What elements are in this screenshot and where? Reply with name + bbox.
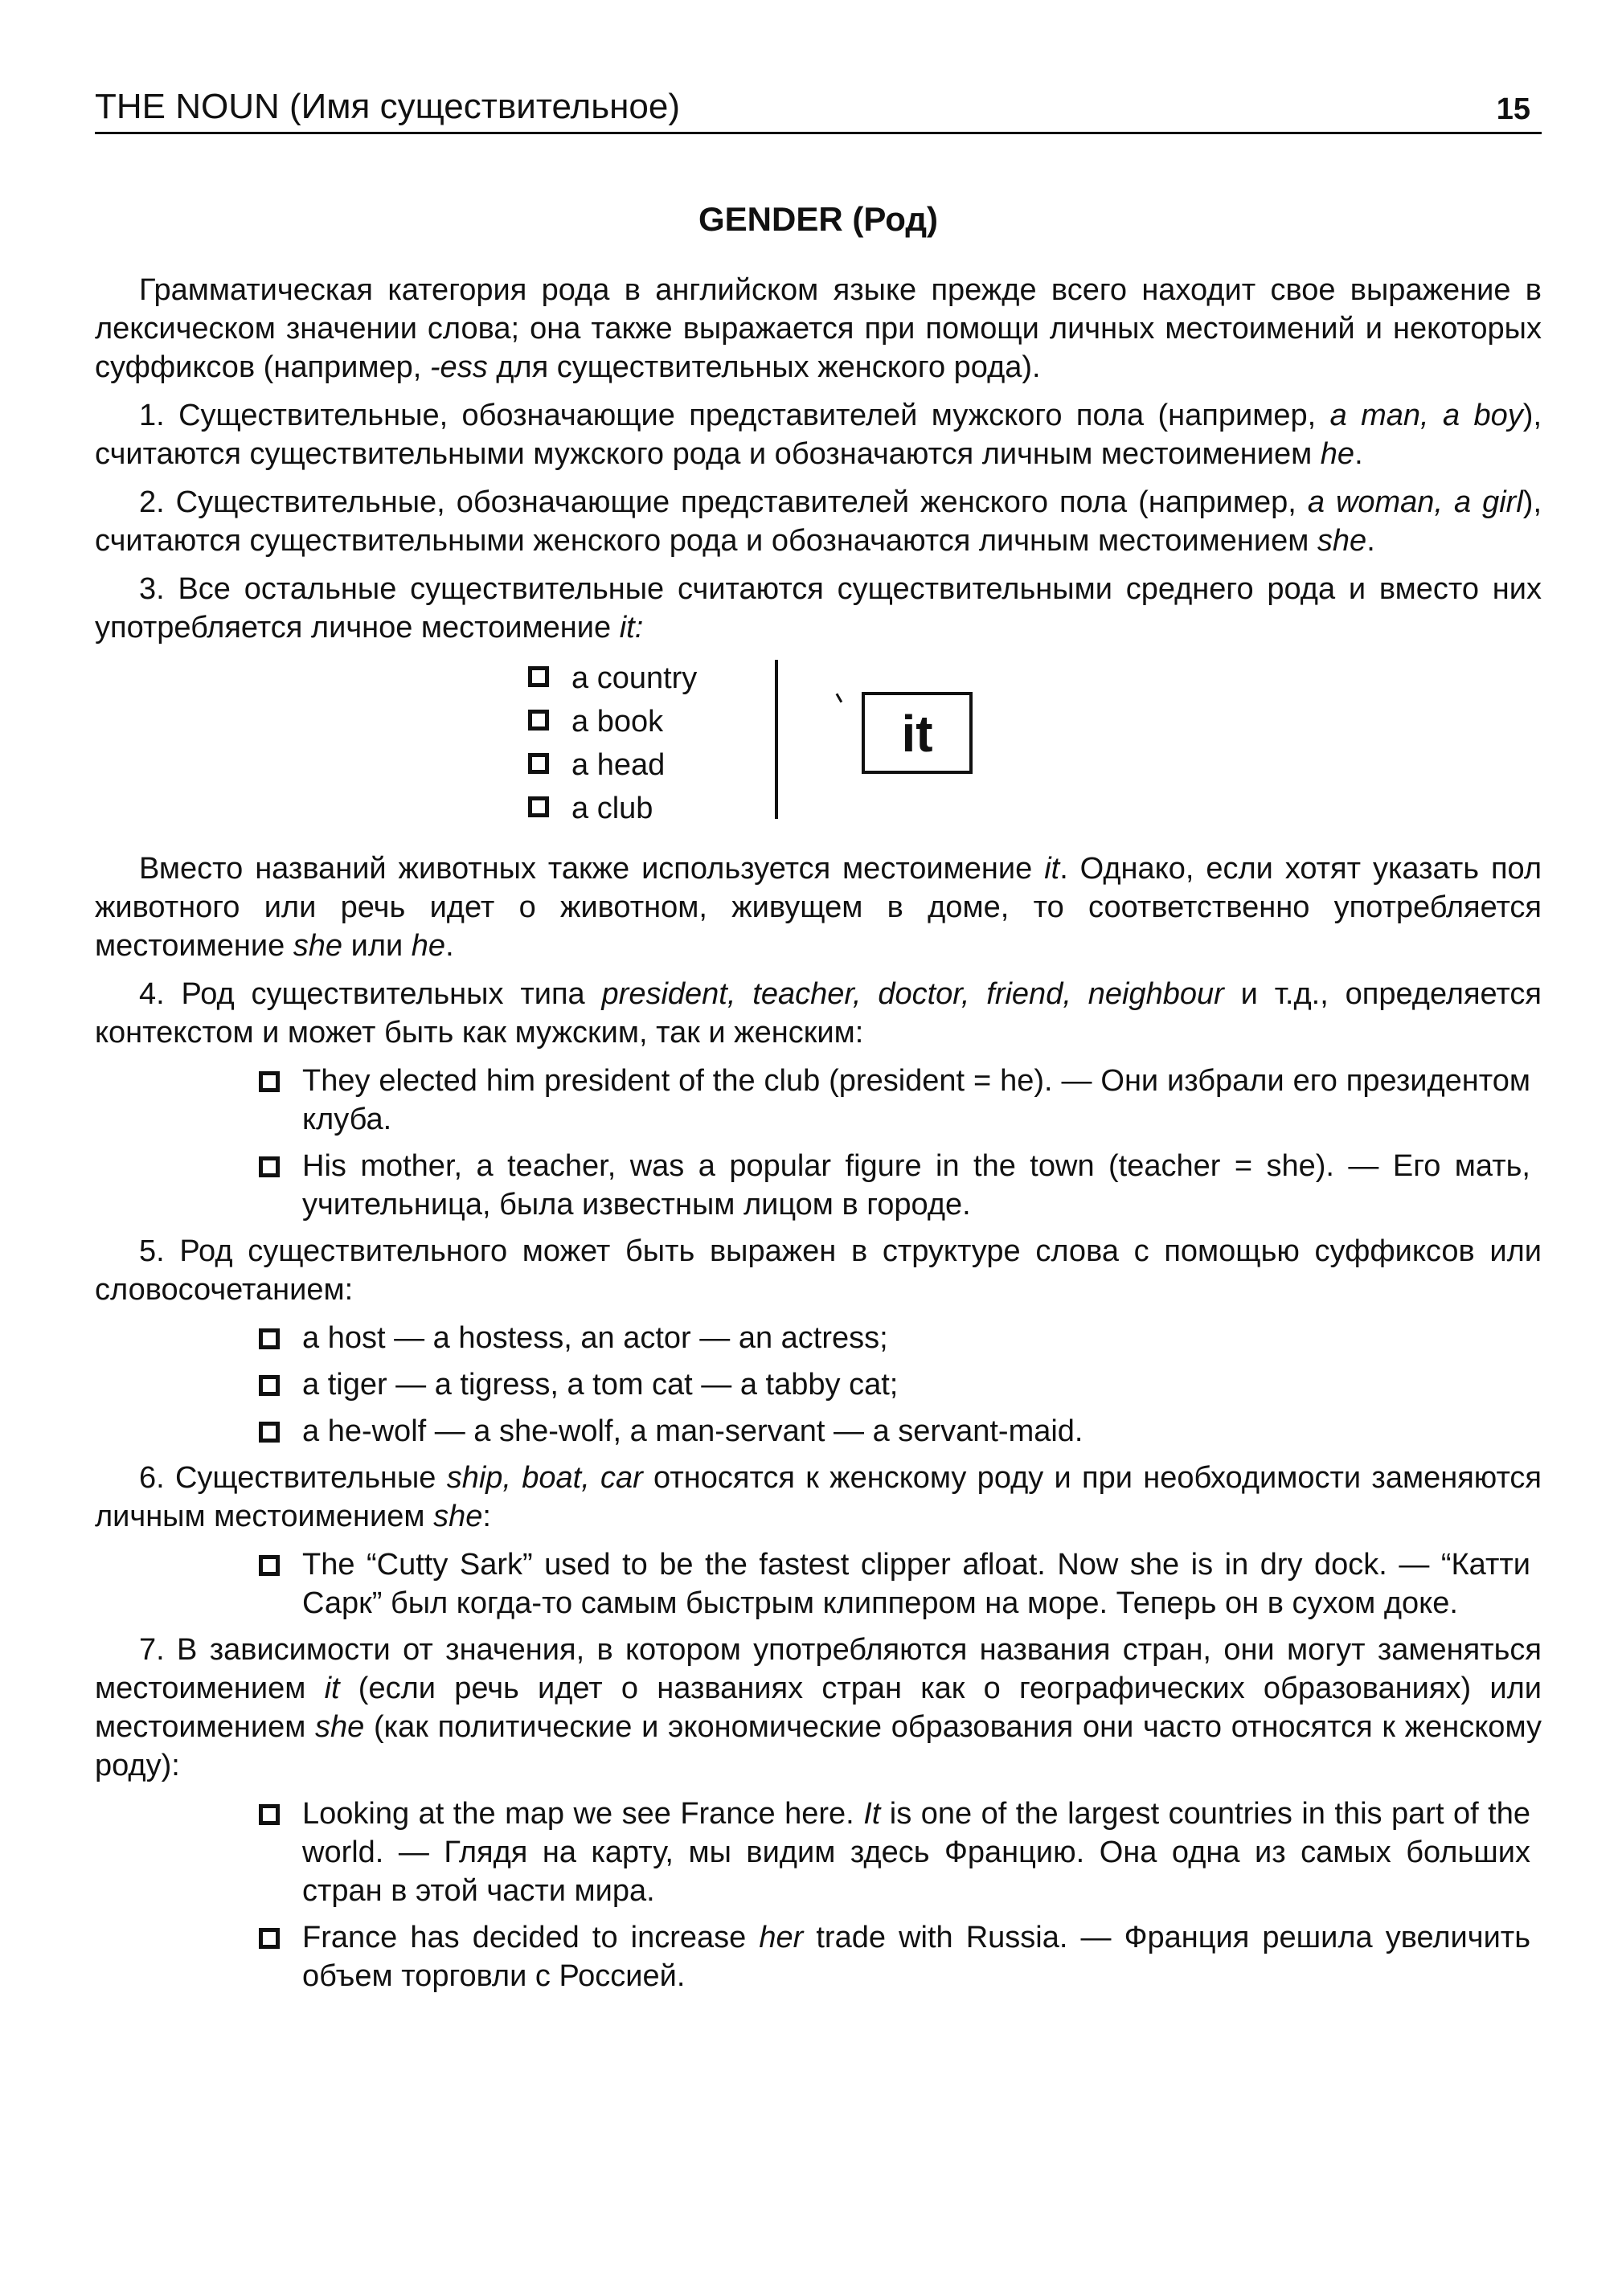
chapter-title: THE NOUN (Имя существительное)	[95, 87, 681, 126]
stray-mark	[836, 691, 847, 703]
rule-1-paragraph: 1. Существительные, обозначающие представителей мужского пола (например, a man, a boy), считаются существительными мужского рода и обозначаются личным местоимением he.	[95, 399, 1542, 471]
rule-5-examples	[256, 1319, 1530, 1451]
neuter-examples-figure	[95, 657, 1542, 835]
list-item: a club	[525, 787, 697, 830]
rule-2-paragraph: 2. Существительные, обозначающие представителей женского пола (например, a woman, a girl), считаются существительными женского рода и обозначаются личным местоимением she.	[95, 485, 1542, 558]
checkbox-bullet-icon	[259, 1071, 280, 1092]
list-item: a head	[525, 743, 697, 787]
list-item: a host — a hostess, an actor — an actress;	[256, 1319, 1530, 1357]
rule-6-paragraph: 6. Существительные ship, boat, car относятся к женскому роду и при необходимости заменяются личным местоимением she:	[95, 1461, 1542, 1533]
intro-paragraph: Грамматическая категория рода в английском языке прежде всего находит свое выражение в лексическом значении слова; она также выражается при помощи личных местоимений и некоторых суффиксов (например, -ess для существительных женского рода).	[95, 273, 1542, 384]
checkbox-bullet-icon	[528, 796, 549, 817]
list-item: a tiger — a tigress, a tom cat — a tabby cat;	[256, 1365, 1530, 1404]
rule-4-examples	[256, 1062, 1530, 1224]
list-item: The “Cutty Sark” used to be the fastest clipper afloat. Now she is in dry dock. — “Катти Сарк” был когда-то самым быстрым клиппером на море. Теперь он в сухом доке.	[256, 1545, 1530, 1623]
rule-5-paragraph: 5. Род существительного может быть выражен в структуре слова с помощью суффиксов или словосочетанием:	[95, 1234, 1542, 1307]
list-item: France has decided to increase her trade with Russia. — Франция решила увеличить объем торговли с Россией.	[256, 1918, 1530, 1995]
checkbox-bullet-icon	[259, 1804, 280, 1825]
section-title: GENDER (Род)	[698, 200, 939, 238]
list-item: They elected him president of the club (president = he). — Они избрали его президентом клуба.	[256, 1062, 1530, 1139]
rule-6-examples	[256, 1545, 1530, 1623]
list-item: a country	[525, 657, 697, 700]
running-header	[95, 87, 1542, 134]
rule-7-examples	[256, 1795, 1530, 1995]
checkbox-bullet-icon	[259, 1375, 280, 1396]
animals-paragraph: Вместо названий животных также используется местоимение it. Однако, если хотят указать пол животного или речь идет о животном, живущем в доме, то соответственно употребляется местоимение she или he.	[95, 852, 1542, 963]
checkbox-bullet-icon	[259, 1422, 280, 1443]
list-item: a he-wolf — a she-wolf, a man-servant — a servant-maid.	[256, 1412, 1530, 1451]
neuter-examples-list	[525, 657, 697, 830]
checkbox-bullet-icon	[528, 753, 549, 774]
checkbox-bullet-icon	[528, 710, 549, 731]
bracket-divider	[775, 660, 778, 819]
checkbox-bullet-icon	[259, 1156, 280, 1177]
rule-3-paragraph: 3. Все остальные существительные считаются существительными среднего рода и вместо них употребляется личное местоимение it:	[95, 572, 1542, 645]
page	[95, 87, 1542, 2003]
checkbox-bullet-icon	[259, 1328, 280, 1349]
checkbox-bullet-icon	[259, 1928, 280, 1949]
list-item: His mother, a teacher, was a popular figure in the town (teacher = she). — Его мать, учительница, была известным лицом в городе.	[256, 1147, 1530, 1224]
list-item: Looking at the map we see France here. It is one of the largest countries in this part of the world. — Глядя на карту, мы видим здесь Францию. Она одна из самых больших стран в этой части мира.	[256, 1795, 1530, 1910]
rule-4-paragraph: 4. Род существительных типа president, teacher, doctor, friend, neighbour и т.д., определяется контекстом и может быть как мужским, так и женским:	[95, 977, 1542, 1050]
pronoun-it-box: it	[862, 692, 973, 774]
checkbox-bullet-icon	[259, 1555, 280, 1576]
checkbox-bullet-icon	[528, 666, 549, 687]
page-number: 15	[1496, 92, 1530, 126]
list-item: a book	[525, 700, 697, 743]
rule-7-paragraph: 7. В зависимости от значения, в котором употребляются названия стран, они могут заменяться местоимением it (если речь идет о названиях стран как о географических образованиях) или местоимением she (как политические и экономические образования они часто относятся к женскому роду):	[95, 1633, 1542, 1782]
